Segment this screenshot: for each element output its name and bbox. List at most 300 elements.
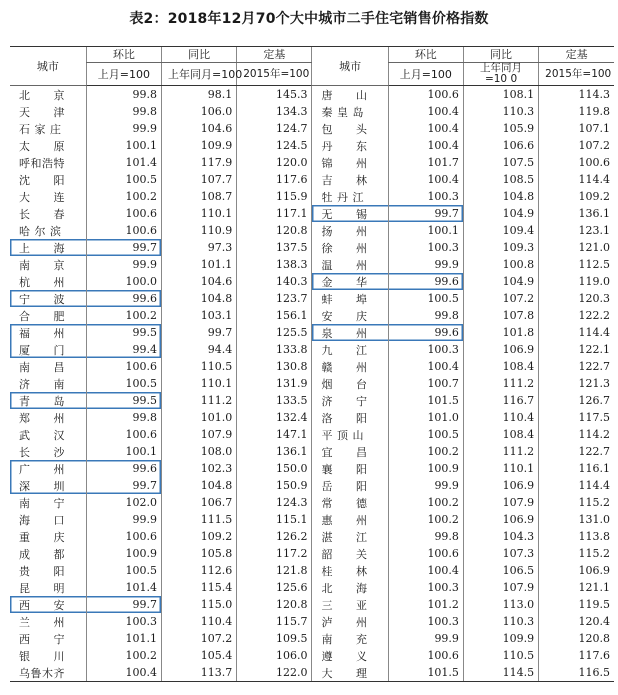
right-yoy-cell: 116.7 [463, 392, 538, 409]
left-city-cell: 银 川 [19, 649, 65, 663]
left-base-cell: 130.8 [237, 358, 312, 375]
table-row [10, 86, 614, 104]
right-city-cell: 洛 阳 [312, 409, 388, 426]
right-base-cell: 136.1 [539, 205, 614, 222]
left-base-cell: 140.3 [237, 273, 312, 290]
right-base-cell: 122.1 [539, 341, 614, 358]
right-mom-cell: 100.3 [388, 188, 463, 205]
right-mom-cell: 100.4 [388, 171, 463, 188]
right-base-cell: 106.9 [539, 562, 614, 579]
right-mom-cell: 99.6 [388, 324, 463, 341]
left-yoy-cell: 109.9 [161, 137, 236, 154]
right-city-cell: 泉 州 [312, 324, 388, 341]
right-yoy-cell: 104.8 [463, 188, 538, 205]
table-body [10, 86, 614, 682]
right-mom-cell: 101.5 [388, 392, 463, 409]
base-subheader-right: 2015年=100 [539, 63, 614, 86]
left-city-cell: 北 京 [19, 88, 65, 102]
left-city-cell: 天 津 [19, 105, 65, 119]
right-city-cell: 泸 州 [312, 613, 388, 630]
right-base-cell: 107.1 [539, 120, 614, 137]
left-yoy-cell: 108.0 [161, 443, 236, 460]
yoy-header-right: 同比 [463, 47, 538, 63]
table-row [10, 511, 614, 528]
mom-subheader-right: 上月=100 [388, 63, 463, 86]
left-mom-cell: 99.8 [86, 103, 161, 120]
left-base-cell: 134.3 [237, 103, 312, 120]
table-row [10, 358, 614, 375]
table-row [10, 409, 614, 426]
left-mom-cell: 99.7 [86, 239, 161, 256]
left-base-cell: 131.9 [237, 375, 312, 392]
right-base-cell: 121.1 [539, 579, 614, 596]
left-base-cell: 136.1 [237, 443, 312, 460]
right-base-cell: 119.5 [539, 596, 614, 613]
left-mom-cell: 100.3 [86, 613, 161, 630]
left-city-cell: 武 汉 [19, 428, 65, 442]
table-row [10, 443, 614, 460]
right-mom-cell: 99.9 [388, 630, 463, 647]
right-mom-cell: 100.5 [388, 426, 463, 443]
right-city-cell: 金 华 [312, 273, 388, 290]
right-mom-cell: 100.1 [388, 222, 463, 239]
table-row [10, 494, 614, 511]
right-base-cell: 119.0 [539, 273, 614, 290]
left-mom-cell: 99.5 [86, 324, 161, 341]
right-yoy-cell: 114.5 [463, 664, 538, 682]
left-yoy-cell: 104.8 [161, 290, 236, 307]
right-yoy-cell: 104.9 [463, 273, 538, 290]
left-mom-cell: 99.5 [86, 392, 161, 409]
right-city-cell: 赣 州 [312, 358, 388, 375]
left-city-cell: 南 宁 [19, 496, 65, 510]
left-mom-cell: 99.6 [86, 290, 161, 307]
right-yoy-cell: 109.4 [463, 222, 538, 239]
right-city-cell: 徐 州 [312, 239, 388, 256]
right-base-cell: 119.8 [539, 103, 614, 120]
base-subheader-left: 2015年=100 [237, 63, 312, 86]
left-mom-cell: 100.2 [86, 188, 161, 205]
right-mom-cell: 101.7 [388, 154, 463, 171]
left-city-cell: 宁 波 [10, 290, 86, 307]
right-base-cell: 107.2 [539, 137, 614, 154]
left-mom-cell: 100.2 [86, 647, 161, 664]
right-base-cell: 114.4 [539, 171, 614, 188]
right-city-cell: 包 头 [312, 120, 388, 137]
right-yoy-cell: 110.4 [463, 409, 538, 426]
left-base-cell: 123.7 [237, 290, 312, 307]
left-city-cell: 沈 阳 [19, 173, 65, 187]
right-mom-cell: 100.3 [388, 341, 463, 358]
left-base-cell: 125.6 [237, 579, 312, 596]
right-city-cell: 南 充 [312, 630, 388, 647]
right-city-cell: 安 庆 [312, 307, 388, 324]
price-index-table [10, 46, 614, 682]
left-yoy-cell: 113.7 [161, 664, 236, 682]
left-base-cell: 115.9 [237, 188, 312, 205]
left-city-cell: 哈 尔 滨 [19, 224, 62, 238]
right-city-cell: 丹 东 [312, 137, 388, 154]
right-base-cell: 114.4 [539, 477, 614, 494]
left-base-cell: 124.5 [237, 137, 312, 154]
left-yoy-cell: 117.9 [161, 154, 236, 171]
right-city-cell: 大 理 [312, 664, 388, 682]
city-header-right: 城市 [312, 47, 388, 86]
left-yoy-cell: 99.7 [161, 324, 236, 341]
left-city-cell: 大 连 [19, 190, 65, 204]
right-yoy-cell: 111.2 [463, 443, 538, 460]
left-yoy-cell: 106.7 [161, 494, 236, 511]
table-row [10, 460, 614, 477]
right-city-cell: 温 州 [312, 256, 388, 273]
table-row [10, 596, 614, 613]
left-yoy-cell: 115.0 [161, 596, 236, 613]
left-mom-cell: 99.8 [86, 86, 161, 104]
left-yoy-cell: 107.9 [161, 426, 236, 443]
left-city-cell: 石 家 庄 [19, 122, 62, 136]
table-row [10, 290, 614, 307]
right-city-cell: 遵 义 [312, 647, 388, 664]
right-city-cell: 济 宁 [312, 392, 388, 409]
right-mom-cell: 100.9 [388, 460, 463, 477]
table-row [10, 137, 614, 154]
left-base-cell: 106.0 [237, 647, 312, 664]
left-base-cell: 138.3 [237, 256, 312, 273]
right-yoy-cell: 110.3 [463, 613, 538, 630]
right-city-cell: 宜 昌 [312, 443, 388, 460]
left-mom-cell: 100.5 [86, 171, 161, 188]
right-mom-cell: 100.2 [388, 443, 463, 460]
right-base-cell: 100.6 [539, 154, 614, 171]
right-base-cell: 109.2 [539, 188, 614, 205]
left-city-cell: 重 庆 [19, 530, 65, 544]
right-city-cell: 惠 州 [312, 511, 388, 528]
right-city-cell: 锦 州 [312, 154, 388, 171]
left-city-cell: 济 南 [19, 377, 65, 391]
left-base-cell: 117.6 [237, 171, 312, 188]
left-yoy-cell: 110.4 [161, 613, 236, 630]
right-yoy-cell: 106.9 [463, 511, 538, 528]
left-mom-cell: 100.6 [86, 358, 161, 375]
right-mom-cell: 101.2 [388, 596, 463, 613]
right-yoy-cell: 113.0 [463, 596, 538, 613]
left-base-cell: 120.8 [237, 596, 312, 613]
right-city-cell: 吉 林 [312, 171, 388, 188]
right-mom-cell: 100.5 [388, 290, 463, 307]
city-header-left: 城市 [10, 47, 86, 86]
left-mom-cell: 99.9 [86, 120, 161, 137]
left-yoy-cell: 111.5 [161, 511, 236, 528]
table-row [10, 273, 614, 290]
left-mom-cell: 99.9 [86, 511, 161, 528]
left-mom-cell: 101.4 [86, 154, 161, 171]
left-yoy-cell: 101.0 [161, 409, 236, 426]
table-row [10, 307, 614, 324]
right-mom-cell: 100.4 [388, 358, 463, 375]
table-row [10, 545, 614, 562]
table-row [10, 188, 614, 205]
left-base-cell: 147.1 [237, 426, 312, 443]
left-base-cell: 124.3 [237, 494, 312, 511]
left-mom-cell: 100.5 [86, 375, 161, 392]
right-city-cell: 常 德 [312, 494, 388, 511]
right-base-cell: 122.2 [539, 307, 614, 324]
left-city-cell: 兰 州 [19, 615, 65, 629]
right-city-cell: 烟 台 [312, 375, 388, 392]
right-base-cell: 120.4 [539, 613, 614, 630]
left-base-cell: 150.0 [237, 460, 312, 477]
right-yoy-cell: 110.3 [463, 103, 538, 120]
yoy-subheader-right: 上年同月=10 0 [463, 63, 538, 86]
right-base-cell: 114.2 [539, 426, 614, 443]
right-base-cell: 121.0 [539, 239, 614, 256]
right-base-cell: 115.2 [539, 545, 614, 562]
left-yoy-cell: 104.6 [161, 120, 236, 137]
mom-header-right: 环比 [388, 47, 463, 63]
base-header-left: 定基 [237, 47, 312, 63]
right-yoy-cell: 108.4 [463, 426, 538, 443]
left-base-cell: 122.0 [237, 664, 312, 682]
left-mom-cell: 100.6 [86, 528, 161, 545]
right-yoy-cell: 100.8 [463, 256, 538, 273]
right-city-cell: 蚌 埠 [312, 290, 388, 307]
right-yoy-cell: 104.9 [463, 205, 538, 222]
left-base-cell: 124.7 [237, 120, 312, 137]
left-yoy-cell: 106.0 [161, 103, 236, 120]
right-base-cell: 131.0 [539, 511, 614, 528]
left-yoy-cell: 108.7 [161, 188, 236, 205]
right-mom-cell: 100.4 [388, 562, 463, 579]
left-base-cell: 120.0 [237, 154, 312, 171]
table-row [10, 103, 614, 120]
right-mom-cell: 100.3 [388, 579, 463, 596]
mom-header-left: 环比 [86, 47, 161, 63]
left-base-cell: 117.2 [237, 545, 312, 562]
left-yoy-cell: 110.5 [161, 358, 236, 375]
table-row [10, 562, 614, 579]
left-city-cell: 厦 门 [10, 341, 86, 358]
right-mom-cell: 101.0 [388, 409, 463, 426]
left-city-cell: 合 肥 [19, 309, 65, 323]
table-row [10, 205, 614, 222]
left-mom-cell: 100.6 [86, 205, 161, 222]
left-city-cell: 长 沙 [19, 445, 65, 459]
table-row [10, 664, 614, 682]
right-mom-cell: 100.7 [388, 375, 463, 392]
left-base-cell: 133.8 [237, 341, 312, 358]
table-row [10, 647, 614, 664]
left-city-cell: 西 宁 [19, 632, 65, 646]
right-yoy-cell: 107.9 [463, 494, 538, 511]
right-mom-cell: 100.6 [388, 647, 463, 664]
left-base-cell: 117.1 [237, 205, 312, 222]
right-city-cell: 扬 州 [312, 222, 388, 239]
right-city-cell: 唐 山 [312, 86, 388, 104]
right-city-cell: 襄 阳 [312, 460, 388, 477]
right-city-cell: 秦 皇 岛 [312, 103, 388, 120]
left-yoy-cell: 104.6 [161, 273, 236, 290]
table-row [10, 528, 614, 545]
table-row [10, 154, 614, 171]
table-row [10, 256, 614, 273]
right-yoy-cell: 108.5 [463, 171, 538, 188]
left-base-cell: 115.7 [237, 613, 312, 630]
left-city-cell: 乌鲁木齐 [10, 664, 86, 682]
left-city-cell: 郑 州 [19, 411, 65, 425]
left-mom-cell: 99.7 [86, 596, 161, 613]
left-city-cell: 成 都 [19, 547, 65, 561]
right-base-cell: 126.7 [539, 392, 614, 409]
left-mom-cell: 99.8 [86, 409, 161, 426]
left-city-cell: 青 岛 [10, 392, 86, 409]
left-yoy-cell: 105.4 [161, 647, 236, 664]
right-mom-cell: 99.9 [388, 477, 463, 494]
left-mom-cell: 100.4 [86, 664, 161, 682]
right-yoy-cell: 104.3 [463, 528, 538, 545]
left-city-cell: 海 口 [19, 513, 65, 527]
left-city-cell: 深 圳 [10, 477, 86, 494]
left-base-cell: 133.5 [237, 392, 312, 409]
table-row [10, 324, 614, 341]
left-city-cell: 南 昌 [19, 360, 65, 374]
left-yoy-cell: 97.3 [161, 239, 236, 256]
right-yoy-cell: 105.9 [463, 120, 538, 137]
table-row [10, 239, 614, 256]
table-row [10, 579, 614, 596]
left-yoy-cell: 110.9 [161, 222, 236, 239]
right-mom-cell: 100.6 [388, 86, 463, 104]
right-yoy-cell: 106.6 [463, 137, 538, 154]
right-mom-cell: 100.4 [388, 103, 463, 120]
right-mom-cell: 100.4 [388, 120, 463, 137]
right-mom-cell: 99.8 [388, 307, 463, 324]
left-yoy-cell: 110.1 [161, 205, 236, 222]
left-yoy-cell: 101.1 [161, 256, 236, 273]
right-yoy-cell: 107.2 [463, 290, 538, 307]
left-yoy-cell: 104.8 [161, 477, 236, 494]
left-city-cell: 杭 州 [19, 275, 65, 289]
left-yoy-cell: 103.1 [161, 307, 236, 324]
left-base-cell: 120.8 [237, 222, 312, 239]
right-city-cell: 三 亚 [312, 596, 388, 613]
table-row [10, 477, 614, 494]
right-base-cell: 120.3 [539, 290, 614, 307]
right-base-cell: 122.7 [539, 358, 614, 375]
left-yoy-cell: 105.8 [161, 545, 236, 562]
left-city-cell: 福 州 [10, 324, 86, 341]
left-yoy-cell: 102.3 [161, 460, 236, 477]
right-city-cell: 北 海 [312, 579, 388, 596]
left-base-cell: 109.5 [237, 630, 312, 647]
right-mom-cell: 100.6 [388, 545, 463, 562]
right-city-cell: 无 锡 [312, 205, 388, 222]
left-city-cell: 呼和浩特 [19, 156, 65, 170]
left-city-cell: 上 海 [10, 239, 86, 256]
right-mom-cell: 101.5 [388, 664, 463, 682]
left-yoy-cell: 112.6 [161, 562, 236, 579]
left-mom-cell: 100.1 [86, 443, 161, 460]
yoy-header-left: 同比 [161, 47, 236, 63]
right-base-cell: 117.6 [539, 647, 614, 664]
table-row [10, 392, 614, 409]
right-base-cell: 113.8 [539, 528, 614, 545]
left-mom-cell: 102.0 [86, 494, 161, 511]
right-yoy-cell: 106.5 [463, 562, 538, 579]
right-yoy-cell: 110.1 [463, 460, 538, 477]
left-base-cell: 137.5 [237, 239, 312, 256]
left-mom-cell: 100.6 [86, 426, 161, 443]
mom-subheader-left: 上月=100 [86, 63, 161, 86]
right-yoy-cell: 106.9 [463, 341, 538, 358]
right-base-cell: 123.1 [539, 222, 614, 239]
left-mom-cell: 99.4 [86, 341, 161, 358]
left-mom-cell: 100.1 [86, 137, 161, 154]
right-yoy-cell: 107.9 [463, 579, 538, 596]
right-city-cell: 湛 江 [312, 528, 388, 545]
table-row [10, 171, 614, 188]
table-row [10, 630, 614, 647]
right-yoy-cell: 110.5 [463, 647, 538, 664]
right-yoy-cell: 109.3 [463, 239, 538, 256]
right-mom-cell: 100.4 [388, 137, 463, 154]
right-city-cell: 牡 丹 江 [312, 188, 388, 205]
left-base-cell: 121.8 [237, 562, 312, 579]
left-yoy-cell: 107.7 [161, 171, 236, 188]
right-base-cell: 120.8 [539, 630, 614, 647]
right-yoy-cell: 106.9 [463, 477, 538, 494]
left-yoy-cell: 115.4 [161, 579, 236, 596]
table-row [10, 613, 614, 630]
left-base-cell: 126.2 [237, 528, 312, 545]
right-mom-cell: 100.3 [388, 239, 463, 256]
right-mom-cell: 99.8 [388, 528, 463, 545]
left-city-cell: 昆 明 [19, 581, 65, 595]
right-base-cell: 112.5 [539, 256, 614, 273]
left-yoy-cell: 109.2 [161, 528, 236, 545]
left-city-cell: 西 安 [10, 596, 86, 613]
left-base-cell: 115.1 [237, 511, 312, 528]
left-mom-cell: 99.6 [86, 460, 161, 477]
left-city-cell: 太 原 [19, 139, 65, 153]
right-base-cell: 116.5 [539, 664, 614, 682]
right-yoy-cell: 111.2 [463, 375, 538, 392]
left-yoy-cell: 111.2 [161, 392, 236, 409]
right-yoy-cell: 107.5 [463, 154, 538, 171]
right-base-cell: 114.3 [539, 86, 614, 104]
right-city-cell: 韶 关 [312, 545, 388, 562]
left-yoy-cell: 94.4 [161, 341, 236, 358]
right-mom-cell: 100.2 [388, 494, 463, 511]
right-yoy-cell: 107.8 [463, 307, 538, 324]
table-title: 表2：2018年12月70个大中城市二手住宅销售价格指数 [129, 11, 489, 27]
right-base-cell: 114.4 [539, 324, 614, 341]
right-yoy-cell: 108.1 [463, 86, 538, 104]
right-mom-cell: 100.2 [388, 511, 463, 528]
left-yoy-cell: 107.2 [161, 630, 236, 647]
base-header-right: 定基 [539, 47, 614, 63]
left-mom-cell: 101.4 [86, 579, 161, 596]
left-mom-cell: 100.9 [86, 545, 161, 562]
table-row [10, 341, 614, 358]
left-city-cell: 南 京 [19, 258, 65, 272]
left-base-cell: 150.9 [237, 477, 312, 494]
left-city-cell: 贵 阳 [19, 564, 65, 578]
left-mom-cell: 100.0 [86, 273, 161, 290]
right-yoy-cell: 101.8 [463, 324, 538, 341]
right-base-cell: 121.3 [539, 375, 614, 392]
right-base-cell: 116.1 [539, 460, 614, 477]
right-city-cell: 岳 阳 [312, 477, 388, 494]
